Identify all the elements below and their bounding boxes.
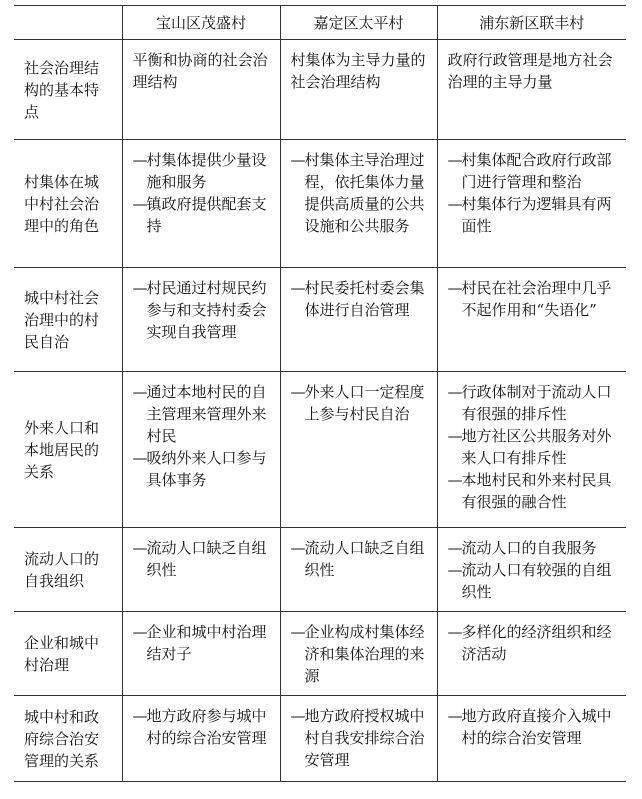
table-cell xyxy=(122,372,280,528)
cell-list-item: — 镇政府提供配套支持 xyxy=(133,193,272,237)
row-label: 社会治理结构的基本特点 xyxy=(14,40,122,140)
cell-list-item: — 本地村民和外来村民具有很强的融合性 xyxy=(448,469,619,513)
table-cell xyxy=(280,696,437,782)
cell-list-item: — 村集体行为逻辑具有两面性 xyxy=(448,193,619,237)
table-row xyxy=(14,696,626,782)
cell-list-item: — 流动人口缺乏自组织性 xyxy=(133,537,272,581)
table-cell xyxy=(437,528,626,612)
table-cell xyxy=(280,40,437,140)
cell-list-item: — 村集体配合政府行政部门进行管理和整治 xyxy=(448,149,619,193)
row-label: 城中村社会治理中的村民自治 xyxy=(14,268,122,372)
table-cell xyxy=(280,528,437,612)
row-label: 村集体在城中村社会治理中的角色 xyxy=(14,140,122,268)
table-cell xyxy=(280,612,437,696)
table-body xyxy=(14,40,626,782)
row-label: 企业和城中村治理 xyxy=(14,612,122,696)
cell-list-item: — 多样化的经济组织和经济活动 xyxy=(448,621,619,665)
cell-list-item: — 村民通过村规民约参与和支持村委会实现自我管理 xyxy=(133,277,272,343)
header-village-baoshan-maosheng: 宝山区茂盛村 xyxy=(122,6,280,40)
table-cell xyxy=(122,140,280,268)
table-cell xyxy=(437,372,626,528)
cell-text: 村集体为主导力量的社会治理结构 xyxy=(290,51,426,91)
cell-list-item: — 企业构成村集体经济和集体治理的来源 xyxy=(291,621,429,687)
table-cell xyxy=(437,612,626,696)
table-cell xyxy=(280,268,437,372)
table-cell xyxy=(122,268,280,372)
row-label: 流动人口的自我组织 xyxy=(14,528,122,612)
table-row xyxy=(14,528,626,612)
cell-list-item: — 村民委托村委会集体进行自治管理 xyxy=(291,277,429,321)
table-cell xyxy=(437,268,626,372)
cell-list-item: — 吸纳外来人口参与具体事务 xyxy=(133,447,272,491)
table-cell xyxy=(437,140,626,268)
table-cell xyxy=(280,140,437,268)
table-cell xyxy=(437,40,626,140)
table-row xyxy=(14,40,626,140)
cell-list-item: — 流动人口缺乏自组织性 xyxy=(291,537,429,581)
table-cell xyxy=(437,696,626,782)
table-row xyxy=(14,140,626,268)
header-row xyxy=(14,6,626,40)
table-cell xyxy=(122,612,280,696)
cell-list-item: — 村集体提供少量设施和服务 xyxy=(133,149,272,193)
table-row xyxy=(14,268,626,372)
table-header xyxy=(14,6,626,40)
cell-list-item: — 地方社区公共服务对外来人口有排斥性 xyxy=(448,425,619,469)
cell-list-item: — 村民在社会治理中几乎不起作用和“失语化” xyxy=(448,277,619,321)
cell-list-item: — 地方政府授权城中村自我安排综合治安管理 xyxy=(291,705,429,771)
table-row xyxy=(14,612,626,696)
comparison-table xyxy=(14,5,626,782)
cell-list-item: — 企业和城中村治理结对子 xyxy=(133,621,272,665)
header-village-jiading-taiping: 嘉定区太平村 xyxy=(280,6,437,40)
row-label: 城中村和政府综合治安管理的关系 xyxy=(14,696,122,782)
cell-list-item: — 外来人口一定程度上参与村民自治 xyxy=(291,381,429,425)
table-row xyxy=(14,372,626,528)
cell-list-item: — 地方政府参与城中村的综合治安管理 xyxy=(133,705,272,749)
cell-list-item: — 村集体主导治理过程，依托集体力量提供高质量的公共设施和公共服务 xyxy=(291,149,429,237)
cell-list-item: — 地方政府直接介入城中村的综合治安管理 xyxy=(448,705,619,749)
table-cell xyxy=(122,40,280,140)
table-cell xyxy=(122,528,280,612)
table-cell xyxy=(122,696,280,782)
cell-list-item: — 流动人口的自我服务 xyxy=(448,537,619,559)
cell-text: 政府行政管理是地方社会治理的主导力量 xyxy=(447,51,613,91)
header-village-pudong-lianfeng: 浦东新区联丰村 xyxy=(437,6,626,40)
cell-list-item: — 通过本地村民的自主管理来管理外来村民 xyxy=(133,381,272,447)
cell-list-item: — 行政体制对于流动人口有很强的排斥性 xyxy=(448,381,619,425)
table-cell xyxy=(280,372,437,528)
header-corner-cell xyxy=(14,6,122,40)
row-label: 外来人口和本地居民的关系 xyxy=(14,372,122,528)
cell-text: 平衡和协商的社会治理结构 xyxy=(132,51,268,91)
cell-list-item: — 流动人口有较强的自组织性 xyxy=(448,559,619,603)
